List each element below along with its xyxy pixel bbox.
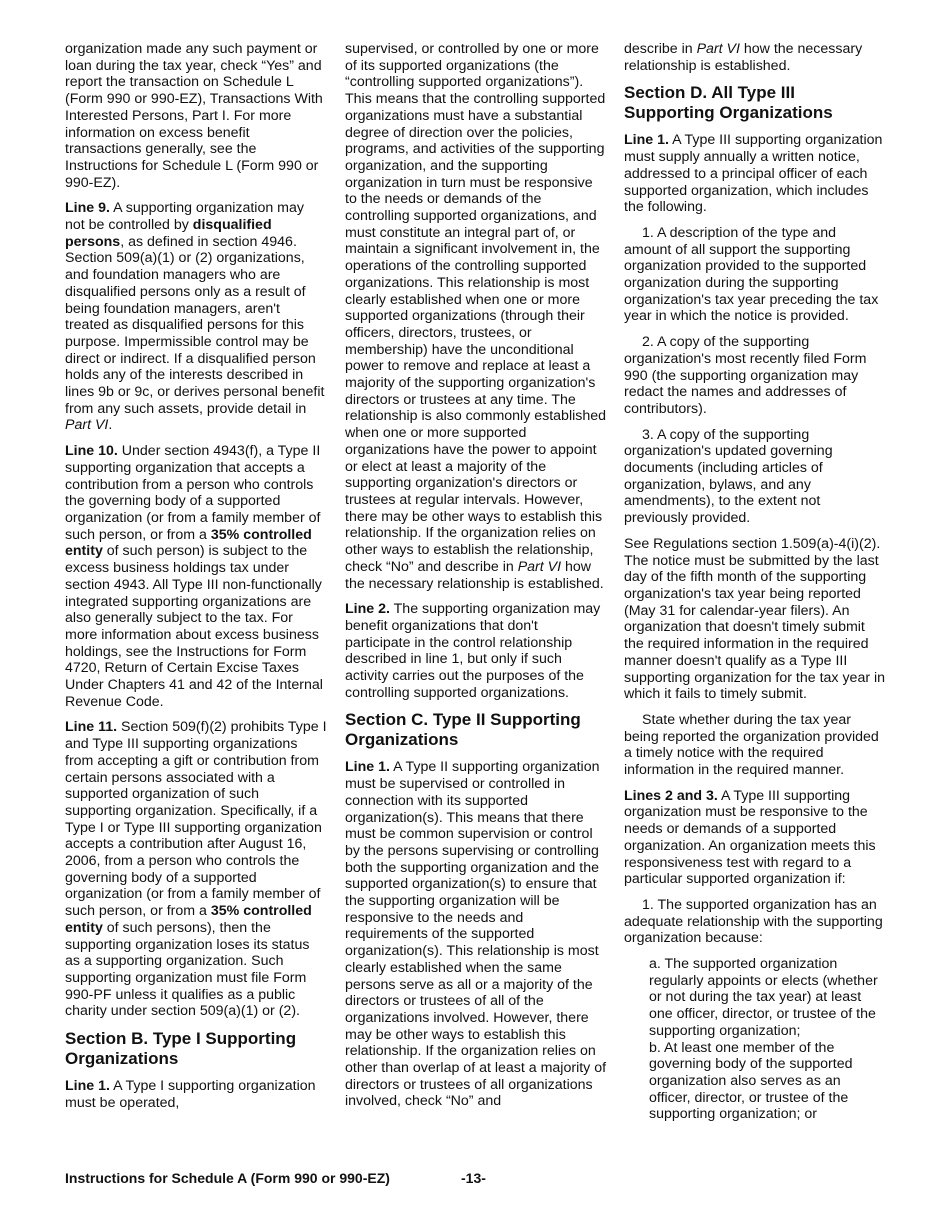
paragraph-state-whether: State whether during the tax year being reported the organization provided a timely notice with the required information in the required manner. [624, 711, 879, 779]
ref-part-vi: Part VI [517, 558, 562, 575]
lines-2-3-label: Lines 2 and 3. [624, 787, 718, 804]
responsiveness-item-1: 1. The supported organization has an adequate relationship with the supporting organization because: [624, 896, 883, 947]
paragraph-line-2: Line 2. The supporting organization may benefit organizations that don't participate in the control relationship described in line 1, but only if such activity carries out the purposes of the controlling supported organizations. [345, 601, 601, 701]
list-item-2: 2. A copy of the supporting organization's most recently filed Form 990 (the supporting organization may redact the names and addresses of contributors). [624, 334, 867, 417]
line-10-label: Line 10. [65, 443, 118, 460]
column-left [65, 41, 327, 1120]
line-1-label: Line 1. [624, 132, 669, 149]
page-number: -13- [461, 1170, 486, 1186]
paragraph-regulations: See Regulations section 1.509(a)-4(i)(2). The notice must be submitted by the last day of the fifth month of the supporting organization's tax year being reported (May 31 for calendar-year filers). An organization that doesn't timely submit the required information in the required manner doesn't qualify as a Type III supporting organization for the tax year in which it fails to timely submit. [624, 535, 886, 703]
paragraph-line-9: Line 9. A supporting organization may not be controlled by disqualified persons, as defined in section 4946. Section 509(a)(1) or (2) organizations, and foundation managers who are disqualified persons only as a result of being foundation managers, aren't treated as disqualified persons for this purpose. Impermissible control may be direct or indirect. If a disqualified person holds any of the interests described in lines 9b or 9c, or derives personal benefit from any such assets, provide detail in Part VI. [65, 200, 325, 434]
line-1-label: Line 1. [65, 1078, 110, 1095]
paragraph-section-b-line-1: Line 1. A Type I supporting organization must be operated, [65, 1078, 316, 1111]
paragraph-excess-benefit: organization made any such payment or loan during the tax year, check “Yes” and report the transaction on Schedule L (Form 990 or 990-EZ), Transactions With Interested Persons, Part I. For more information on excess benefit transactions generally, see the Instructions for Schedule L (Form 990 or 990-EZ). [65, 41, 323, 191]
paragraph-line-11: Line 11. Section 509(f)(2) prohibits Type I and Type III supporting organizations from accepting a gift or contribution from certain persons associated with a supported organization of such supporting organization. Specifically, if a Type I or Type III supporting organization accepts a contribution after August 16, 2006, from a person who controls the governing body of a supported organization (or from a family member of such person, or from a 35% controlled entity of such persons), then the supporting organization loses its status as a supporting organization. Such supporting organization must file Form 990-PF unless it qualifies as a public charity under section 509(a)(1) or (2). [65, 719, 327, 1020]
paragraph-controlling-orgs: supervised, or controlled by one or more of its supported organizations (the “controlling supported organizations”). This means that the controlling supported organizations must have a substantial degree of direction over the policies, programs, and activities of the supporting organization, and the supporting organization in turn must be responsive to the needs or demands of the controlling supported organizations, and must constitute an integral part of, or maintain a significant involvement in, the operations of the controlling supported organizations. This relationship is most clearly established when one or more supported organizations (through their officers, directors, trustees, or membership) have the unconditional power to remove and replace at least a majority of the supporting organization's directors or trustees at any time. The relationship is also commonly established when one or more supported organizations have the power to appoint or elect at least a majority of the supporting organization's directors or trustees at regular intervals. However, there may be other ways to establish this relationship. If the organization relies on other ways to establish the relationship, check “No” and describe in Part VI how the necessary relationship is established. [345, 41, 607, 592]
sub-list [649, 956, 886, 1123]
sub-item-b: b. At least one member of the governing body of the supported organization also serves as an officer, director, or trustee of the supporting organization; or [649, 1039, 853, 1123]
paragraph-lines-2-and-3: Lines 2 and 3. A Type III supporting organization must be responsive to the needs or demands of a supported organization. An organization meets this responsiveness test with regard to a particular supported organization if: [624, 787, 876, 888]
paragraph-describe-part-vi: describe in Part VI how the necessary relationship is established. [624, 41, 863, 74]
line-2-label: Line 2. [345, 601, 390, 618]
paragraph-section-d-line-1: Line 1. A Type III supporting organization must supply annually a written notice, addressed to a principal officer of each supported organization, which includes the following. [624, 132, 883, 216]
term-35-controlled-entity: 35% controlled entity [65, 903, 312, 936]
sub-item-a: a. The supported organization regularly appoints or elects (whether or not during the tax year) at least one officer, director, or trustee of the supporting organization; [649, 956, 878, 1039]
line-1-label: Line 1. [345, 759, 390, 776]
ref-part-vi: Part VI [65, 417, 109, 434]
heading-section-d: Section D. All Type III Supporting Organizations [624, 83, 833, 123]
column-middle [345, 41, 607, 1119]
paragraph-line-10: Line 10. Under section 4943(f), a Type II supporting organization that accepts a contribution from a person who controls the governing body of a supported organization (or from a family member of such person, or from a 35% controlled entity of such person) is subject to the excess business holdings tax under section 4943. All Type III non-functionally integrated supporting organizations are also generally subject to the tax. For more information about excess business holdings, see the Instructions for Form 4720, Return of Certain Excise Taxes Under Chapters 41 and 42 of the Internal Revenue Code. [65, 443, 323, 710]
heading-section-b: Section B. Type I Supporting Organizations [65, 1029, 297, 1069]
heading-section-c: Section C. Type II Supporting Organizations [345, 710, 581, 750]
term-35-controlled-entity: 35% controlled entity [65, 526, 312, 560]
list-item-3: 3. A copy of the supporting organization's updated governing documents (including articles of organization, bylaws, and any amendments), to the extent not previously provided. [624, 426, 833, 527]
footer-title: Instructions for Schedule A (Form 990 or 990-EZ) [65, 1170, 390, 1186]
paragraph-section-c-line-1: Line 1. A Type II supporting organization must be supervised or controlled in connection with its supported organization(s). This means that there must be common supervision or control by the persons supervising or controlling both the supporting organization and the supported organization(s) to ensure that the supporting organization will be responsive to the needs and requirements of the supported organization(s). This relationship is most clearly established when the same persons serve as all or a majority of the directors or trustees of all of the organizations involved. However, there may be other ways to establish this relationship. If the organization relies on other than overlap of at least a majority of directors or trustees of all organizations involved, check “No” and [345, 759, 607, 1110]
ref-part-vi: Part VI [696, 41, 740, 57]
list-item-1: 1. A description of the type and amount of all support the supporting organization provided to the supported organization during the supporting organization's tax year preceding the tax year in which the notice is provided. [624, 224, 879, 325]
line-11-label: Line 11. [65, 719, 118, 736]
column-right [624, 41, 886, 1123]
term-disqualified-persons: disqualified persons [65, 217, 272, 250]
line-9-label: Line 9. [65, 200, 110, 217]
